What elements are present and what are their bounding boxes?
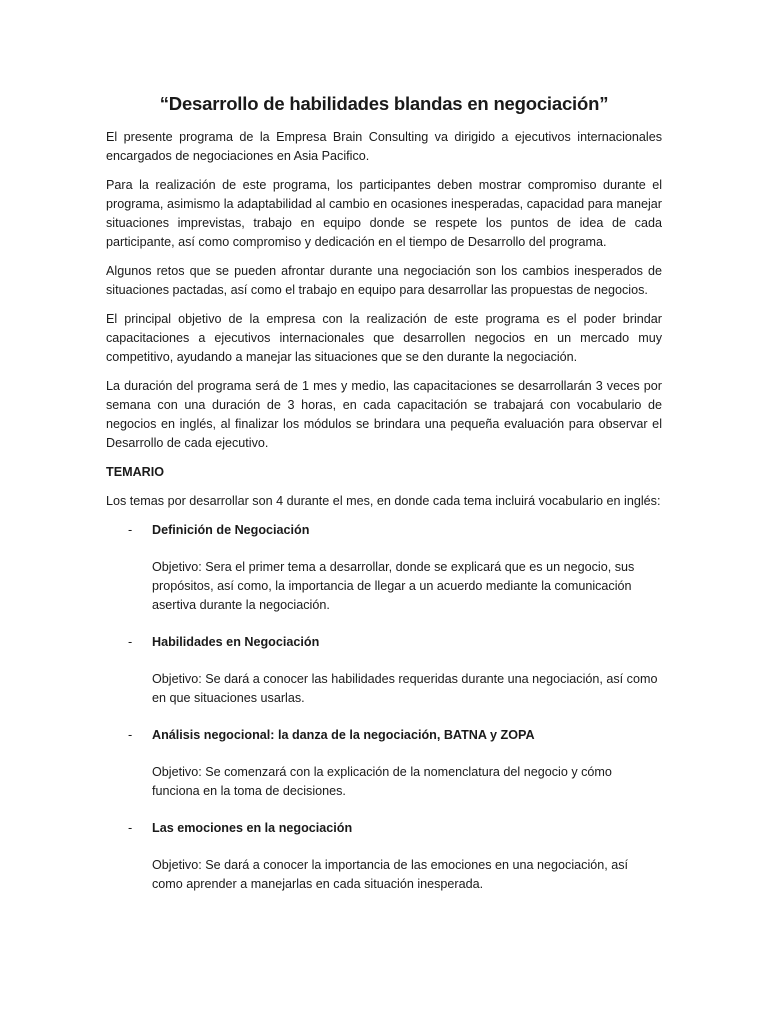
topic-title-text: Análisis negocional: la danza de la negociación, BATNA y ZOPA — [152, 728, 535, 742]
intro-paragraph: El presente programa de la Empresa Brain Consulting va dirigido a ejecutivos internacionales encargados de negociaciones en Asia Pacifico. — [106, 130, 662, 163]
challenges-paragraph: Algunos retos que se pueden afrontar durante una negociación son los cambios inesperados de situaciones pactadas, así como el trabajo en equipo para desarrollar las propuestas de negocios. — [106, 264, 662, 297]
topic-objective: Objetivo: Se comenzará con la explicación de la nomenclatura del negocio y cómo funciona en la toma de decisiones. — [152, 765, 612, 798]
topic-title-text: Las emociones en la negociación — [152, 821, 353, 835]
topic-item — [106, 633, 662, 708]
topic-item — [106, 726, 662, 801]
topic-item — [106, 819, 662, 894]
topic-objective: Objetivo: Se dará a conocer las habilidades requeridas durante una negociación, así como en que situaciones usarlas. — [152, 672, 658, 705]
topic-title-text: Definición de Negociación — [152, 523, 310, 537]
bullet-dash: - — [128, 821, 133, 835]
topic-objective: Objetivo: Se dará a conocer la importancia de las emociones en una negociación, así como aprender a manejarlas en cada situación inesperada. — [152, 858, 629, 891]
temario-intro: Los temas por desarrollar son 4 durante el mes, en donde cada tema incluirá vocabulario en inglés: — [106, 494, 661, 508]
bullet-dash: - — [128, 635, 133, 649]
document-page — [106, 92, 662, 912]
bullet-dash: - — [128, 523, 133, 537]
temario-heading: TEMARIO — [106, 465, 165, 479]
requirements-paragraph: Para la realización de este programa, los participantes deben mostrar compromiso durante el programa, asimismo la adaptabilidad al cambio en ocasiones inesperadas, capacidad para manejar situaciones imprevistas, trabajo en equipo donde se respete los puntos de idea de cada participante, así como compromiso y dedicación en el tiempo de Desarrollo del programa. — [106, 178, 662, 249]
topic-title — [106, 726, 662, 745]
topic-objective: Objetivo: Sera el primer tema a desarrollar, donde se explicará que es un negocio, sus propósitos, así como, la importancia de llegar a un acuerdo mediante la comunicación asertiva durante la negociación. — [152, 560, 635, 612]
topic-title — [106, 819, 662, 838]
topic-title-text: Habilidades en Negociación — [152, 635, 320, 649]
topic-title — [106, 521, 662, 540]
duration-paragraph: La duración del programa será de 1 mes y medio, las capacitaciones se desarrollarán 3 veces por semana con una duración de 3 horas, en cada capacitación se trabajará con vocabulario de negocios en inglés, al finalizar los módulos se brindara una pequeña evaluación para observar el Desarrollo de cada ejecutivo. — [106, 379, 662, 450]
document-title: “Desarrollo de habilidades blandas en negociación” — [159, 93, 609, 114]
bullet-dash: - — [128, 728, 133, 742]
topic-item — [106, 521, 662, 615]
topic-title — [106, 633, 662, 652]
objective-paragraph: El principal objetivo de la empresa con la realización de este programa es el poder brindar capacitaciones a ejecutivos internacionales que desarrollen negocios en un mercado muy competitivo, ayudando a manejar las situaciones que se den durante la negociación. — [106, 312, 662, 364]
